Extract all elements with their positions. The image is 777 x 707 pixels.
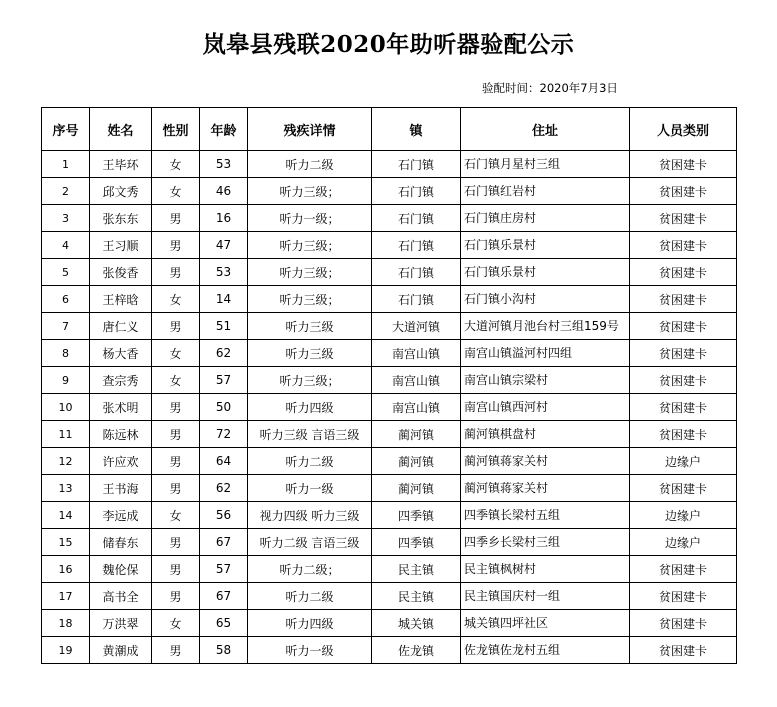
cell-address — [461, 583, 630, 610]
cell-category: 边缘户 — [630, 448, 737, 475]
table-row — [42, 367, 737, 394]
cell-index: 18 — [42, 610, 90, 637]
col-header: 镇 — [372, 108, 461, 151]
cell-address — [461, 151, 630, 178]
cell-age: 64 — [200, 448, 248, 475]
cell-town: 蔺河镇 — [372, 421, 461, 448]
cell-disability: 听力四级 — [248, 394, 372, 421]
cell-category: 贫困建卡 — [630, 637, 737, 664]
table-row — [42, 259, 737, 286]
cell-disability: 听力一级 — [248, 637, 372, 664]
cell-town: 民主镇 — [372, 583, 461, 610]
fitting-date — [482, 80, 618, 96]
table-row — [42, 394, 737, 421]
cell-gender: 男 — [152, 394, 200, 421]
cell-category: 贫困建卡 — [630, 556, 737, 583]
cell-gender: 男 — [152, 421, 200, 448]
cell-address — [461, 637, 630, 664]
cell-name: 许应欢 — [90, 448, 152, 475]
cell-age: 65 — [200, 610, 248, 637]
cell-category: 贫困建卡 — [630, 151, 737, 178]
cell-address — [461, 475, 630, 502]
cell-town: 石门镇 — [372, 286, 461, 313]
cell-category: 贫困建卡 — [630, 178, 737, 205]
address-text: 石门镇乐景村 — [464, 239, 537, 251]
cell-category: 贫困建卡 — [630, 205, 737, 232]
cell-gender: 男 — [152, 313, 200, 340]
cell-gender: 女 — [152, 610, 200, 637]
address-text: 蔺河镇棋盘村 — [464, 428, 537, 440]
cell-gender: 男 — [152, 259, 200, 286]
cell-index: 7 — [42, 313, 90, 340]
cell-age: 53 — [200, 151, 248, 178]
cell-name: 王毕环 — [90, 151, 152, 178]
cell-disability: 听力三级 — [248, 340, 372, 367]
table-row — [42, 421, 737, 448]
cell-age: 56 — [200, 502, 248, 529]
cell-name: 高书全 — [90, 583, 152, 610]
address-text: 民主镇国庆村一组 — [464, 590, 561, 602]
address-text: 佐龙镇佐龙村五组 — [464, 644, 561, 656]
table-row — [42, 637, 737, 664]
cell-town: 南宫山镇 — [372, 367, 461, 394]
address-text: 民主镇枫树村 — [464, 563, 537, 575]
cell-gender: 男 — [152, 637, 200, 664]
address-text: 蔺河镇蒋家关村 — [464, 482, 549, 494]
table-row — [42, 475, 737, 502]
address-text: 南宫山镇溢河村四组 — [464, 347, 573, 359]
cell-name: 查宗秀 — [90, 367, 152, 394]
cell-index: 12 — [42, 448, 90, 475]
cell-address — [461, 421, 630, 448]
table-row — [42, 583, 737, 610]
cell-gender: 女 — [152, 151, 200, 178]
cell-name: 陈远林 — [90, 421, 152, 448]
cell-name: 万洪翠 — [90, 610, 152, 637]
cell-name: 王习顺 — [90, 232, 152, 259]
cell-address — [461, 286, 630, 313]
cell-index: 5 — [42, 259, 90, 286]
col-header: 人员类别 — [630, 108, 737, 151]
cell-disability: 听力三级； — [248, 367, 372, 394]
cell-address — [461, 529, 630, 556]
col-header: 姓名 — [90, 108, 152, 151]
cell-category: 贫困建卡 — [630, 367, 737, 394]
cell-index: 6 — [42, 286, 90, 313]
cell-category: 贫困建卡 — [630, 286, 737, 313]
col-header: 性别 — [152, 108, 200, 151]
address-text: 蔺河镇蒋家关村 — [464, 455, 549, 467]
cell-index: 1 — [42, 151, 90, 178]
cell-age: 62 — [200, 340, 248, 367]
cell-disability: 听力二级 — [248, 583, 372, 610]
cell-address — [461, 394, 630, 421]
cell-town: 大道河镇 — [372, 313, 461, 340]
cell-gender: 女 — [152, 178, 200, 205]
cell-disability: 听力一级； — [248, 205, 372, 232]
header-row — [42, 108, 737, 151]
cell-name: 唐仁义 — [90, 313, 152, 340]
date-value: 2020年7月3日 — [539, 81, 618, 95]
cell-disability: 听力二级 — [248, 151, 372, 178]
cell-town: 石门镇 — [372, 205, 461, 232]
address-text: 南宫山镇西河村 — [464, 401, 549, 413]
table-row — [42, 313, 737, 340]
cell-category: 贫困建卡 — [630, 583, 737, 610]
cell-category: 贫困建卡 — [630, 313, 737, 340]
cell-town: 南宫山镇 — [372, 394, 461, 421]
col-header: 序号 — [42, 108, 90, 151]
cell-address — [461, 313, 630, 340]
cell-disability: 视力四级 听力三级 — [248, 502, 372, 529]
table-row — [42, 151, 737, 178]
cell-town: 蔺河镇 — [372, 475, 461, 502]
cell-age: 62 — [200, 475, 248, 502]
cell-town: 四季镇 — [372, 529, 461, 556]
cell-category: 边缘户 — [630, 529, 737, 556]
cell-disability: 听力三级； — [248, 232, 372, 259]
cell-gender: 男 — [152, 556, 200, 583]
cell-index: 9 — [42, 367, 90, 394]
cell-category: 贫困建卡 — [630, 232, 737, 259]
page-title: 岚皋县残联2020年助听器验配公示 — [202, 31, 575, 58]
cell-town: 石门镇 — [372, 259, 461, 286]
cell-category: 贫困建卡 — [630, 610, 737, 637]
table-row — [42, 286, 737, 313]
cell-gender: 女 — [152, 502, 200, 529]
table-row — [42, 178, 737, 205]
cell-address — [461, 178, 630, 205]
cell-address — [461, 232, 630, 259]
cell-disability: 听力三级； — [248, 259, 372, 286]
table-row — [42, 448, 737, 475]
cell-name: 邱文秀 — [90, 178, 152, 205]
date-label: 验配时间： — [482, 81, 540, 95]
cell-age: 14 — [200, 286, 248, 313]
cell-town: 城关镇 — [372, 610, 461, 637]
address-text: 石门镇月星村三组 — [464, 158, 561, 170]
hearing-aid-table — [41, 107, 737, 664]
cell-index: 11 — [42, 421, 90, 448]
cell-disability: 听力二级 — [248, 448, 372, 475]
cell-town: 石门镇 — [372, 178, 461, 205]
cell-age: 46 — [200, 178, 248, 205]
cell-gender: 男 — [152, 529, 200, 556]
address-text: 城关镇四坪社区 — [464, 617, 549, 629]
cell-gender: 男 — [152, 475, 200, 502]
cell-town: 蔺河镇 — [372, 448, 461, 475]
cell-address — [461, 340, 630, 367]
col-header: 年龄 — [200, 108, 248, 151]
cell-index: 14 — [42, 502, 90, 529]
cell-category: 贫困建卡 — [630, 259, 737, 286]
cell-disability: 听力二级； — [248, 556, 372, 583]
cell-age: 67 — [200, 529, 248, 556]
cell-address — [461, 205, 630, 232]
cell-address — [461, 610, 630, 637]
address-text: 大道河镇月池台村三组159号 — [464, 320, 619, 332]
cell-name: 杨大香 — [90, 340, 152, 367]
cell-address — [461, 448, 630, 475]
cell-name: 张东东 — [90, 205, 152, 232]
cell-age: 47 — [200, 232, 248, 259]
cell-category: 边缘户 — [630, 502, 737, 529]
address-text: 四季乡长梁村三组 — [464, 536, 561, 548]
table-row — [42, 502, 737, 529]
cell-gender: 男 — [152, 448, 200, 475]
cell-town: 石门镇 — [372, 232, 461, 259]
cell-age: 67 — [200, 583, 248, 610]
cell-index: 16 — [42, 556, 90, 583]
table-row — [42, 340, 737, 367]
table-row — [42, 529, 737, 556]
cell-index: 13 — [42, 475, 90, 502]
cell-age: 58 — [200, 637, 248, 664]
cell-name: 张术明 — [90, 394, 152, 421]
address-text: 石门镇庄房村 — [464, 212, 537, 224]
cell-gender: 男 — [152, 232, 200, 259]
cell-age: 50 — [200, 394, 248, 421]
cell-disability: 听力四级 — [248, 610, 372, 637]
cell-category: 贫困建卡 — [630, 421, 737, 448]
cell-age: 57 — [200, 556, 248, 583]
cell-town: 佐龙镇 — [372, 637, 461, 664]
address-text: 四季镇长梁村五组 — [464, 509, 561, 521]
cell-age: 57 — [200, 367, 248, 394]
cell-index: 4 — [42, 232, 90, 259]
cell-index: 2 — [42, 178, 90, 205]
col-header: 住址 — [461, 108, 630, 151]
cell-index: 19 — [42, 637, 90, 664]
address-text: 石门镇红岩村 — [464, 185, 537, 197]
cell-name: 黄潮成 — [90, 637, 152, 664]
cell-index: 8 — [42, 340, 90, 367]
cell-disability: 听力三级 — [248, 313, 372, 340]
cell-category: 贫困建卡 — [630, 475, 737, 502]
cell-address — [461, 556, 630, 583]
cell-index: 10 — [42, 394, 90, 421]
cell-name: 李远成 — [90, 502, 152, 529]
cell-index: 15 — [42, 529, 90, 556]
cell-disability: 听力三级 言语三级 — [248, 421, 372, 448]
table-row — [42, 232, 737, 259]
cell-age: 51 — [200, 313, 248, 340]
cell-index: 17 — [42, 583, 90, 610]
cell-name: 魏伦保 — [90, 556, 152, 583]
cell-name: 王梓晗 — [90, 286, 152, 313]
cell-name: 王书海 — [90, 475, 152, 502]
cell-disability: 听力三级； — [248, 286, 372, 313]
address-text: 石门镇乐景村 — [464, 266, 537, 278]
table-row — [42, 205, 737, 232]
cell-disability: 听力一级 — [248, 475, 372, 502]
cell-category: 贫困建卡 — [630, 340, 737, 367]
cell-gender: 男 — [152, 205, 200, 232]
cell-category: 贫困建卡 — [630, 394, 737, 421]
cell-town: 南宫山镇 — [372, 340, 461, 367]
cell-age: 16 — [200, 205, 248, 232]
cell-town: 石门镇 — [372, 151, 461, 178]
cell-index: 3 — [42, 205, 90, 232]
cell-name: 张俊香 — [90, 259, 152, 286]
cell-disability: 听力二级 言语三级 — [248, 529, 372, 556]
cell-town: 四季镇 — [372, 502, 461, 529]
address-text: 南宫山镇宗梁村 — [464, 374, 549, 386]
cell-gender: 男 — [152, 583, 200, 610]
cell-age: 72 — [200, 421, 248, 448]
cell-address — [461, 259, 630, 286]
address-text: 石门镇小沟村 — [464, 293, 537, 305]
cell-age: 53 — [200, 259, 248, 286]
cell-gender: 女 — [152, 340, 200, 367]
cell-town: 民主镇 — [372, 556, 461, 583]
cell-address — [461, 502, 630, 529]
cell-name: 储春东 — [90, 529, 152, 556]
table-row — [42, 610, 737, 637]
col-header: 残疾详情 — [248, 108, 372, 151]
cell-disability: 听力三级； — [248, 178, 372, 205]
cell-gender: 女 — [152, 367, 200, 394]
table-row — [42, 556, 737, 583]
cell-address — [461, 367, 630, 394]
cell-gender: 女 — [152, 286, 200, 313]
